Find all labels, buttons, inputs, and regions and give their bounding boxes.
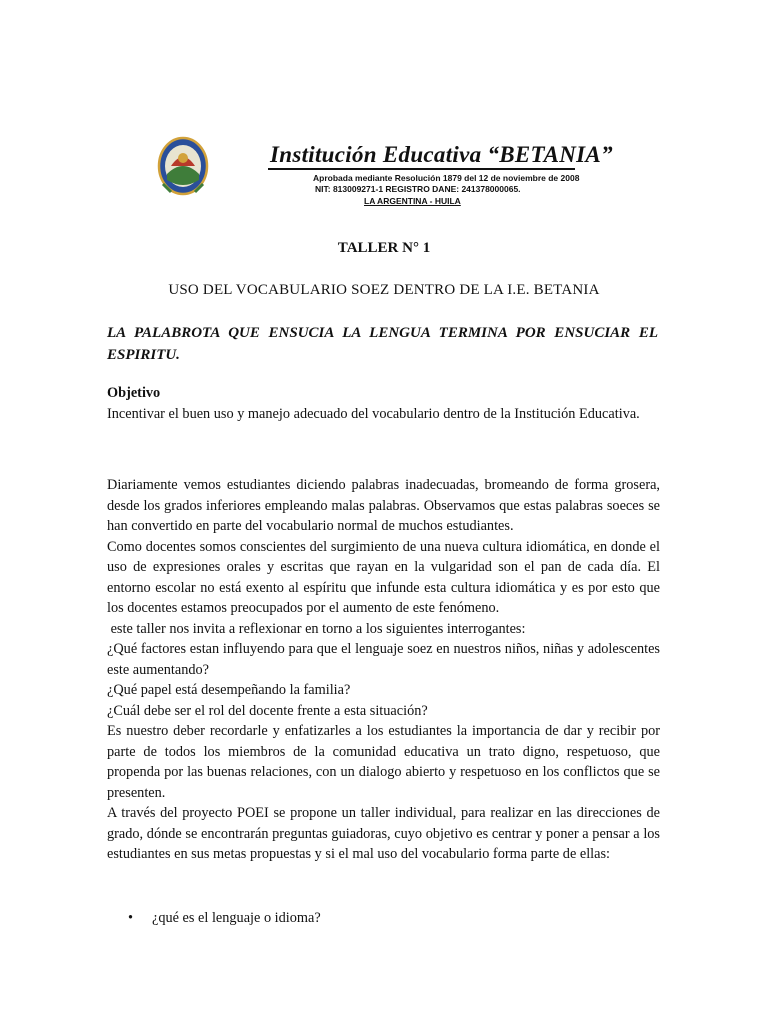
list-item xyxy=(128,908,321,928)
question: ¿Qué factores estan influyendo para que el lenguaje soez en nuestros niños, niñas y adolescentes este aumentando? xyxy=(107,641,660,678)
workshop-subtitle: USO DEL VOCABULARIO SOEZ DENTRO DE LA I.E. BETANIA xyxy=(168,282,600,298)
question: ¿Qué papel está desempeñando la familia? xyxy=(107,682,351,698)
body-text xyxy=(107,475,660,865)
objective-text: Incentivar el buen uso y manejo adecuado del vocabulario dentro de la Institución Educativa. xyxy=(107,406,640,422)
paragraph: Como docentes somos conscientes del surgimiento de una nueva cultura idiomática, en donde el uso de expresiones orales y escritas que rayan en la vulgaridad son el pan de cada día. El entorno escolar no está exento al espíritu que infunde esta cultura idiomática y es por esto que los docentes estamos preocupados por el aumento de este fenómeno. xyxy=(107,538,660,616)
resolution-line: Aprobada mediante Resolución 1879 del 12 de noviembre de 2008 xyxy=(313,173,580,183)
paragraph: Es nuestro deber recordarle y enfatizarles a los estudiantes la importancia de dar y recibir por parte de todos los miembros de la comunidad educativa un trato digno, respetuoso, que propenda por las buenas relaciones, con un dialogo abierto y respetuoso en los conflictos que se presenten. xyxy=(107,723,660,801)
workshop-title: TALLER N° 1 xyxy=(337,240,431,256)
question: ¿Cuál debe ser el rol del docente frente a esta situación? xyxy=(107,702,428,719)
paragraph: Diariamente vemos estudiantes diciendo palabras inadecuadas, bromeando de forma grosera, desde los grados inferiores empleando malas palabras. Observamos que estas palabras soeces se han convertido en parte del vocabulario normal de muchos estudiantes. xyxy=(107,477,660,534)
location-line: LA ARGENTINA - HUILA xyxy=(364,196,461,206)
bullet-icon: • xyxy=(128,910,134,926)
motto: LA PALABROTA QUE ENSUCIA LA LENGUA TERMINA POR ENSUCIAR EL ESPIRITU. xyxy=(107,325,658,363)
nit-dane-line: NIT: 813009271-1 REGISTRO DANE: 241378000065. xyxy=(315,184,521,194)
institution-name: Institución Educativa “BETANIA” xyxy=(270,142,613,167)
paragraph: este taller nos invita a reflexionar en torno a los siguientes interrogantes: xyxy=(107,620,526,637)
institution-seal-logo xyxy=(157,136,209,196)
objective-heading: Objetivo xyxy=(107,385,161,401)
paragraph: A través del proyecto POEI se propone un taller individual, para realizar en las direcciones de grado, dónde se encontrarán preguntas guiadoras, cuyo objetivo es centrar y poner a pensar a los estudiantes en sus metas propuestas y si el mal uso del vocabulario forma parte de ellas: xyxy=(107,805,660,862)
header-rule xyxy=(268,168,575,170)
list-item-text: ¿qué es el lenguaje o idioma? xyxy=(152,910,321,926)
